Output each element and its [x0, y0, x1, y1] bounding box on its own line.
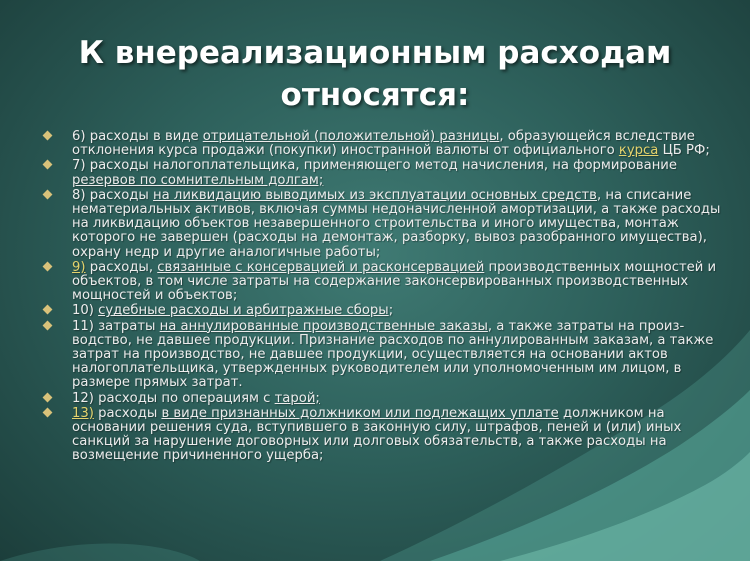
hyperlink[interactable]: тарой; [274, 390, 320, 406]
item-text: 6) расходы в виде [72, 129, 203, 144]
hyperlink[interactable]: курса [618, 143, 659, 159]
diamond-bullet-icon [43, 305, 53, 315]
diamond-bullet-icon [43, 407, 53, 417]
hyperlink[interactable]: 13) [72, 405, 94, 421]
diamond-bullet-icon [43, 320, 53, 330]
hyperlink[interactable]: на ликвидацию выводимых из эксплуатации основных средств [153, 187, 597, 203]
list-item [44, 261, 724, 304]
item-text: 8) расходы [72, 187, 154, 203]
item-text: , а также затраты на произ-водство, не давшее продукции. Признание расходов по аннулированным заказам, а также затрат на производство, не давшее продукции, осуществляется на основании актов налогоплательщика, утвержденных руководителем или уполномоченным им лицом, в размере прямых затрат. [72, 318, 714, 391]
title-line-2: относятся: [280, 77, 470, 113]
item-text: производственных мощностей и объектов, в том числе затраты на содержание законсервированных производственных мощностей и объектов; [72, 259, 717, 304]
diamond-bullet-icon [43, 160, 53, 170]
item-text: 11) затраты [72, 318, 160, 334]
title-line-1: К внереализационным расходам [78, 35, 672, 71]
hyperlink[interactable]: резервов по сомнительным долгам; [72, 172, 324, 188]
expense-list [44, 130, 724, 465]
item-text: ЦБ РФ; [658, 143, 710, 159]
item-text: , образующейся вследствие отклонения курса продажи (покупки) иностранной валюты от официального [72, 129, 695, 159]
item-text: расходы, [85, 259, 158, 275]
list-item [44, 159, 724, 187]
item-text: , на списание нематериальных активов, включая суммы недоначисленной амортизации, а также расходы на ликвидацию объектов незавершенного строительства и иного имущества, монтаж которого не завершен (расходы на демонтаж, разборку, вывоз разобранного имущества), охрану недр и другие аналогичные работы; [72, 187, 721, 260]
item-text: 12) расходы по операциям с [72, 390, 275, 406]
item-text: 10) [72, 303, 99, 319]
diamond-bullet-icon [43, 189, 53, 199]
hyperlink[interactable]: на аннулированные производственные заказы [159, 318, 488, 334]
item-text: 7) расходы налогоплательщика, применяющего метод начисления, на формирование [72, 158, 677, 174]
list-item [44, 130, 724, 158]
wave-shape-left [0, 543, 200, 561]
hyperlink[interactable]: связанные с консервацией и расконсервацией [157, 259, 485, 275]
hyperlink[interactable]: отрицательной (положительной) разницы [202, 129, 500, 144]
list-item [44, 407, 724, 464]
diamond-bullet-icon [43, 131, 53, 141]
diamond-bullet-icon [43, 392, 53, 402]
item-text: расходы [93, 405, 162, 421]
hyperlink[interactable]: в виде признанных должником или подлежащих уплате [161, 405, 559, 421]
slide-title [20, 32, 730, 116]
list-item [44, 304, 724, 318]
hyperlink[interactable]: судебные расходы и арбитражные сборы [98, 303, 389, 319]
list-item [44, 392, 724, 406]
diamond-bullet-icon [43, 261, 53, 271]
list-item [44, 320, 724, 391]
item-text: ; [388, 303, 394, 319]
hyperlink[interactable]: 9) [72, 259, 86, 275]
list-item [44, 189, 724, 260]
item-text: должником на основании решения суда, вступившего в законную силу, штрафов, пеней и (или) иных санкций за нарушение договорных или долговых обязательств, а также расходы на возмещение причиненного ущерба; [72, 405, 682, 464]
